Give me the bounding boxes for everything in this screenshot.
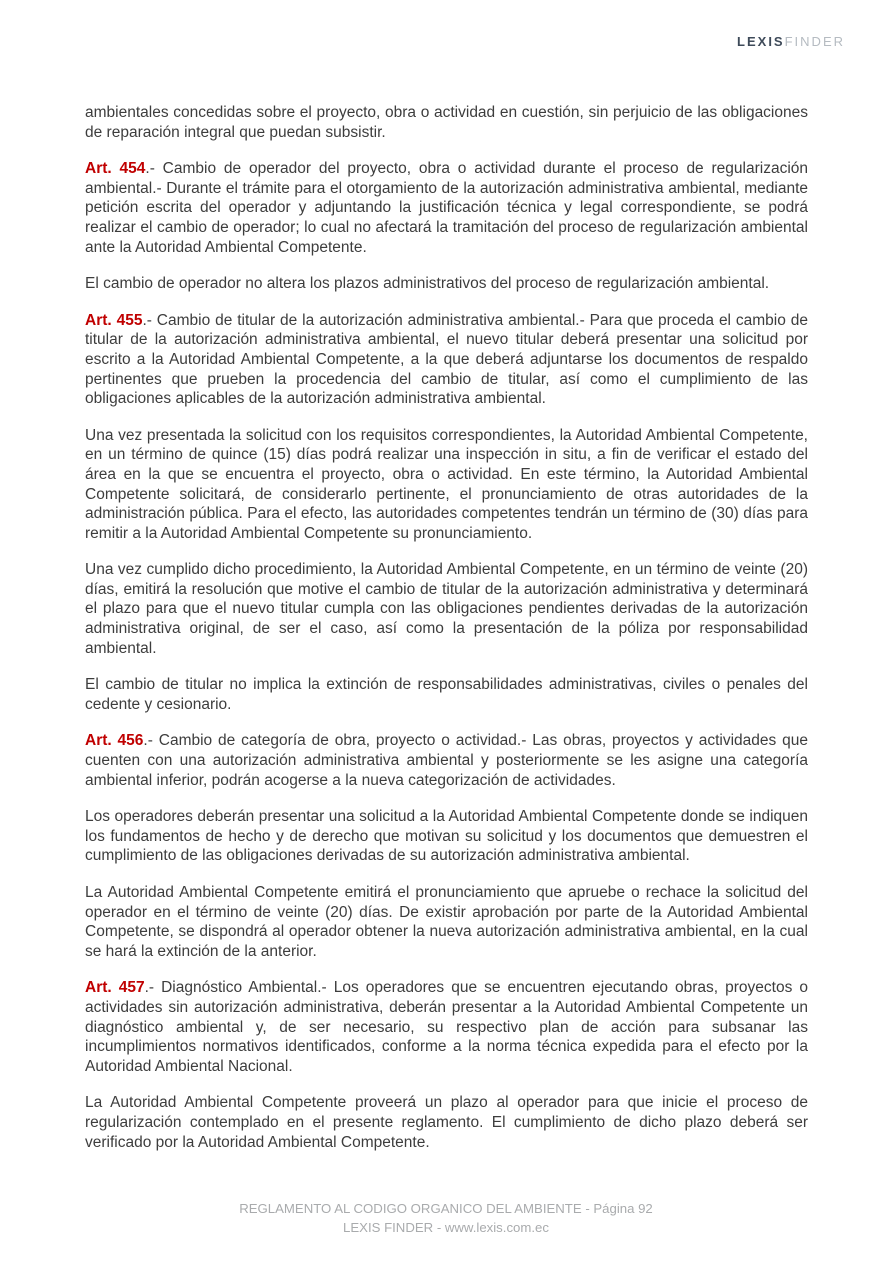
article-text: .- Cambio de categoría de obra, proyecto o actividad.- Las obras, proyectos y actividades que cuenten con una autorización administrativa ambiental y posteriormente se les asigne una categoría ambiental inferior, podrán acogerse a la nueva categorización de actividades.: [85, 732, 808, 789]
paragraph: La Autoridad Ambiental Competente proveerá un plazo al operador para que inicie el proceso de regularización contemplado en el presente reglamento. El cumplimiento de dicho plazo deberá ser verificado por la Autoridad Ambiental Competente.: [85, 1094, 808, 1151]
lexisfinder-logo: [737, 34, 845, 49]
paragraph: Una vez cumplido dicho procedimiento, la Autoridad Ambiental Competente, en un término de veinte (20) días, emitirá la resolución que motive el cambio de titular de la autorización administrativa y determinará el plazo para que el nuevo titular cumpla con las obligaciones pendientes derivadas de la autorización administrativa original, de ser el caso, así como la presentación de la póliza por responsabilidad ambiental.: [85, 561, 808, 657]
page-footer: [0, 1199, 892, 1237]
article-number-457: Art. 457: [85, 979, 145, 997]
article-text: .- Cambio de titular de la autorización administrativa ambiental.- Para que proceda el cambio de titular de la autorización administrativa ambiental, el nuevo titular deberá presentar una solicitud por escrito a la Autoridad Ambiental Competente, a la que deberá adjuntarse los documentos de respaldo pertinentes que prueben la procedencia del cambio de titular, así como el cumplimiento de las obligaciones aplicables de la autorización administrativa ambiental.: [85, 311, 808, 408]
footer-document-title: REGLAMENTO AL CODIGO ORGANICO DEL AMBIENTE - Página 92: [239, 1201, 653, 1216]
paragraph: El cambio de titular no implica la extinción de responsabilidades administrativas, civiles o penales del cedente y cesionario.: [85, 676, 808, 713]
document-body: [85, 103, 808, 1169]
article-number-455: Art. 455: [85, 311, 143, 329]
paragraph: El cambio de operador no altera los plazos administrativos del proceso de regularización ambiental.: [85, 275, 770, 293]
paragraph: ambientales concedidas sobre el proyecto, obra o actividad en cuestión, sin perjuicio de las obligaciones de reparación integral que puedan subsistir.: [85, 104, 808, 141]
paragraph: La Autoridad Ambiental Competente emitirá el pronunciamiento que apruebe o rechace la solicitud del operador en el término de veinte (20) días. De existir aprobación por parte de la Autoridad Ambiental Competente, se dispondrá al operador obtener la nueva autorización administrativa ambiental, en la cual se hará la extinción de la anterior.: [85, 884, 808, 960]
article-number-456: Art. 456: [85, 732, 144, 750]
paragraph: Una vez presentada la solicitud con los requisitos correspondientes, la Autoridad Ambiental Competente, en un término de quince (15) días podrá realizar una inspección in situ, a fin de verificar el estado del área en la que se encuentra el proyecto, obra o actividad. En este término, la Autoridad Ambiental Competente solicitará, de considerarlo pertinente, el pronunciamiento de otras autoridades de la administración pública. Para el efecto, las autoridades competentes tendrán un término de (30) días para remitir a la Autoridad Ambiental Competente su pronunciamiento.: [85, 426, 808, 542]
article-paragraph-455: [85, 311, 808, 409]
footer-source-line: LEXIS FINDER - www.lexis.com.ec: [343, 1220, 549, 1235]
article-paragraph-456: [85, 731, 808, 790]
logo-lexis-text: LEXIS: [737, 34, 785, 49]
paragraph: Los operadores deberán presentar una solicitud a la Autoridad Ambiental Competente donde se indiquen los fundamentos de hecho y de derecho que motivan su solicitud y los documentos que demuestren el cumplimiento de las obligaciones derivadas de su autorización administrativa ambiental.: [85, 808, 808, 865]
article-text: .- Diagnóstico Ambiental.- Los operadores que se encuentren ejecutando obras, proyectos o actividades sin autorización administrativa, deberán presentar a la Autoridad Ambiental Competente un diagnóstico ambiental y, de ser necesario, su respectivo plan de acción para subsanar las incumplimientos normativos identificados, conforme a la norma técnica expedida para el efecto por la Autoridad Ambiental Nacional.: [85, 979, 808, 1075]
logo-finder-text: FINDER: [784, 34, 845, 49]
article-number-454: Art. 454: [85, 160, 146, 178]
article-text: .- Cambio de operador del proyecto, obra o actividad durante el proceso de regularización ambiental.- Durante el trámite para el otorgamiento de la autorización administrativa ambiental, mediante petición escrita del operador y adjuntando la justificación técnica y legal correspondiente, se podrá realizar el cambio de operador; lo cual no afectará la tramitación del proceso de regularización ambiental ante la Autoridad Ambiental Competente.: [85, 160, 808, 256]
article-paragraph-454: [85, 159, 808, 257]
article-paragraph-457: [85, 978, 808, 1076]
